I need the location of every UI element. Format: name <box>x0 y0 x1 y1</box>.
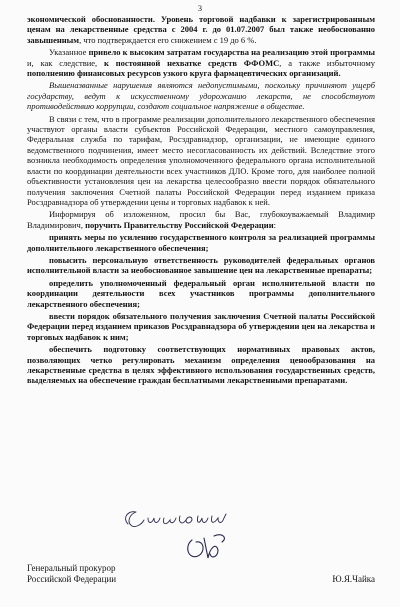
paragraph <box>27 114 375 208</box>
text-run: Указанное <box>49 47 89 58</box>
text-run: экономической обоснованности. Уровень торговой надбавки к зарегистрированным ценам на лекарственные средства с 2004 г. до 01.07.2007 был также необоснованно завышенным <box>27 14 375 45</box>
text-run: Вышеназванные нарушения являются недопустимыми, поскольку причиняют ущерб государству, ведут к искусственному удорожанию лекарств, не способствуют противодействию коррупции, создают социальное напряжение в обществе. <box>27 80 375 112</box>
page-number: 3 <box>198 4 202 13</box>
paragraph <box>27 209 375 230</box>
signatory-name: Ю.Я.Чайка <box>332 574 375 584</box>
text-run: : <box>273 219 276 230</box>
text-run: к постоянной нехватке средств ФФОМС <box>103 57 280 68</box>
text-run: принять меры по усилению государственного контроля за реализацией программы дополнительного лекарственного обеспечения; <box>27 232 375 253</box>
signature-handwriting <box>118 502 288 564</box>
signatory-title-line1: Генеральный прокурор <box>27 563 116 573</box>
signatory-title-line2: Российской Федерации <box>27 574 117 584</box>
text-run: поручить Правительству Российской Федерации <box>85 219 274 230</box>
text-run: повысить персональную ответственность руководителей федеральных органов исполнительной власти за необоснованное завышение цен на лекарственные препараты; <box>27 254 375 276</box>
text-run: , а также избыточному <box>279 57 375 68</box>
paragraph <box>27 311 375 342</box>
paragraph <box>27 80 375 111</box>
text-run: привело к высоким затратам государства на реализацию этой программы <box>88 47 375 58</box>
text-run: и, как следствие, <box>27 57 104 68</box>
text-run: ввести порядок обязательного получения заключения Счетной палаты Российской Федерации перед изданием приказов Росздравнадзора об утверждении цен на лекарства и торговых надбавок к ним; <box>27 310 375 342</box>
letter-body <box>27 14 375 386</box>
signatory-block <box>27 563 375 585</box>
text-run: В связи с тем, что в программе реализации дополнительного лекарственного обеспечения участвуют органы власти субъектов Российской Федерации, местного самоуправления, Федеральная служба по тарифам, Росздравнадзор, организации, не имеющие единого ведомственного подчинения, имеет место несогласованность их действий. Вследствие этого возникла необходимость определения уполномоченного федерального органа исполнительной власти по координации деятельности всех участников ДЛО. Кроме того, для наиболее полной объективности установления цен на лекарства целесообразно ввести порядок обязательного получения заключения Счетной палаты Российской Федерации перед изданием приказа Росздравнадзора об утверждении цены и торговых надбавок к ней. <box>27 113 375 207</box>
signatory-title <box>27 563 375 585</box>
text-run: определить уполномоченный федеральный орган исполнительной власти по координации деятельности всех участников программы дополнительного лекарственного обеспечения; <box>27 277 375 309</box>
paragraph <box>27 47 375 78</box>
paragraph <box>27 14 375 45</box>
paragraph <box>27 344 375 386</box>
text-run: , что подтверждается его снижением с 19 до 6 %. <box>79 34 257 45</box>
text-run: пополнению финансовых ресурсов узкого круга фармацевтических организаций. <box>27 68 341 79</box>
paragraph <box>27 232 375 253</box>
text-run: обеспечить подготовку соответствующих нормативных правовых актов, позволяющих четко регулировать механизм определения ценообразования на лекарственные средства в целях эффективного использования государственных средств, выделяемых на обеспечение граждан бесплатными лекарственными препаратами. <box>27 344 375 386</box>
text-run: Информируя об изложенном, просил бы Вас, глубокоуважаемый Владимир Владимирович, <box>27 209 375 230</box>
paragraph <box>27 278 375 309</box>
paragraph <box>27 255 375 276</box>
